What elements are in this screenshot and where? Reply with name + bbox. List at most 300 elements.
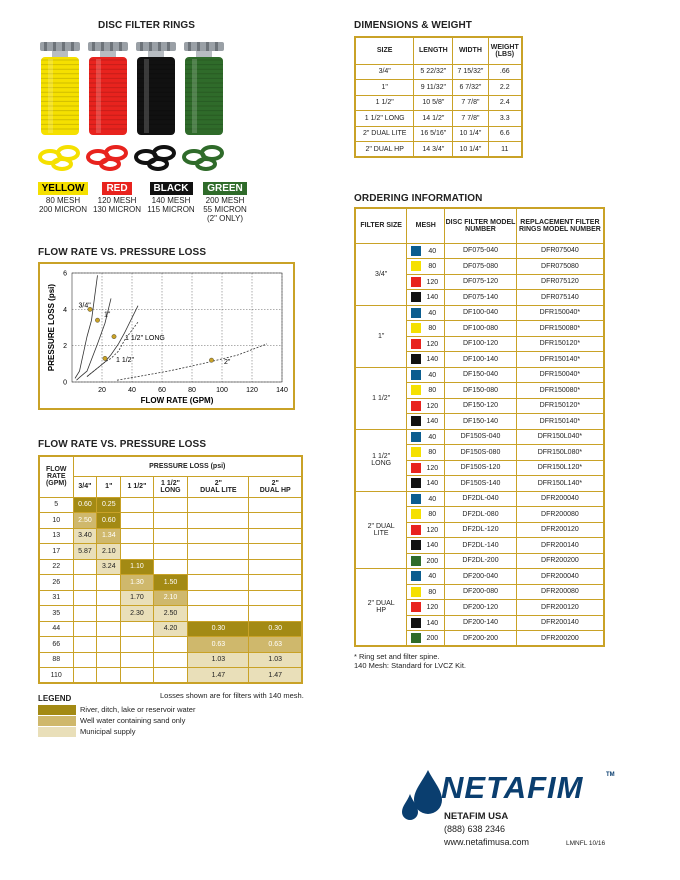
- mesh-color-swatch: [411, 354, 421, 364]
- disc-filter-model-cell: DF075-120: [445, 274, 517, 290]
- mesh-value: 140: [426, 356, 439, 364]
- x-tick-label: 120: [246, 387, 258, 394]
- replacement-ring-model-cell: DFR200080: [516, 507, 604, 523]
- replacement-ring-model-cell: DFR075080: [516, 259, 604, 275]
- dimensions-column-header: SIZE: [355, 37, 414, 64]
- dimensions-cell: 7 15/32": [453, 64, 488, 80]
- mesh-value: 120: [426, 278, 439, 286]
- pressure-loss-cell: [97, 606, 121, 622]
- mesh-color-swatch: [411, 540, 421, 550]
- dimensions-cell: 1 1/2": [355, 95, 414, 111]
- replacement-ring-model-cell: DFR150120*: [516, 398, 604, 414]
- pressure-loss-cell: [97, 590, 121, 606]
- pressure-loss-cell: 3.40: [73, 528, 97, 544]
- dimensions-cell: 2.4: [488, 95, 522, 111]
- mesh-cell: [407, 615, 445, 631]
- mesh-cell: [407, 321, 445, 337]
- legend-swatch: [38, 705, 76, 715]
- table-row: [355, 429, 604, 445]
- mesh-cell: [407, 274, 445, 290]
- pressure-loss-cell: 0.63: [249, 637, 302, 653]
- series-label: 1 1/2": [116, 357, 135, 365]
- header-line: 3/4": [78, 483, 92, 490]
- header-line: RATE: [46, 473, 66, 481]
- disc-filter-model-cell: DF150-120: [445, 398, 517, 414]
- pressure-loss-cell: 4.20: [153, 621, 188, 637]
- header-line: DUAL HP: [259, 486, 291, 494]
- table-row: [39, 668, 302, 684]
- company-web[interactable]: www.netafimusa.com: [444, 837, 530, 847]
- flow-rate-cell: 10: [39, 513, 73, 529]
- disc-spec: 200 MICRON: [38, 205, 87, 214]
- replacement-ring-model-cell: DFR150140*: [516, 352, 604, 368]
- y-tick-label: 0: [63, 379, 67, 387]
- flow-header-row: [39, 456, 302, 476]
- pressure-loss-cell: 1.03: [188, 652, 249, 668]
- pressure-loss-cell: [121, 668, 153, 684]
- mesh-cell: [407, 507, 445, 523]
- pressure-loss-cell: [188, 559, 249, 575]
- pressure-loss-cell: [153, 497, 188, 513]
- dimensions-cell: 5 22/32": [414, 64, 453, 80]
- table-row: [39, 621, 302, 637]
- legend-item: [38, 704, 195, 715]
- mesh-color-swatch: [411, 618, 421, 628]
- company-phone: (888) 638 2346: [444, 824, 506, 834]
- legend: [38, 704, 195, 737]
- mesh-color-swatch: [411, 478, 421, 488]
- pressure-loss-cell: [73, 668, 97, 684]
- pressure-loss-cell: [73, 637, 97, 653]
- disc-filter-model-cell: DF150S-080: [445, 445, 517, 461]
- pressure-loss-header: PRESSURE LOSS (psi): [73, 456, 302, 476]
- mesh-value: 40: [428, 309, 437, 317]
- legend-item: [38, 726, 195, 737]
- table-row: [355, 305, 604, 321]
- table-row: [39, 559, 302, 575]
- mesh-color-swatch: [411, 323, 421, 333]
- disc-spec: 120 MESH: [97, 196, 137, 205]
- ordering-title: ORDERING INFORMATION: [354, 193, 483, 204]
- pressure-loss-cell: 1.03: [249, 652, 302, 668]
- dimensions-title: DIMENSIONS & WEIGHT: [354, 20, 473, 31]
- mesh-value: 40: [428, 495, 437, 503]
- ordering-wrap: [354, 207, 605, 647]
- pressure-loss-cell: [73, 590, 97, 606]
- dimensions-cell: 10 1/4": [453, 142, 488, 158]
- mesh-value: 80: [428, 325, 437, 333]
- replacement-ring-model-cell: DFR200040: [516, 569, 604, 585]
- disc-title: DISC FILTER RINGS: [98, 20, 196, 31]
- disc-filter-green: [184, 42, 224, 169]
- pressure-loss-cell: 0.60: [73, 497, 97, 513]
- x-tick-label: 20: [98, 387, 106, 394]
- replacement-ring-model-cell: DFR150080*: [516, 321, 604, 337]
- mesh-value: 140: [426, 294, 439, 302]
- disc-filter-black: [136, 42, 176, 169]
- dimensions-cell: 10 5/8": [414, 95, 453, 111]
- disc-filter-model-cell: DF150-040: [445, 367, 517, 383]
- flow-rate-cell: 44: [39, 621, 73, 637]
- color-badge: RED: [102, 182, 131, 195]
- mesh-cell: [407, 367, 445, 383]
- flow-table-title: FLOW RATE VS. PRESSURE LOSS: [38, 439, 207, 450]
- mesh-color-swatch: [411, 525, 421, 535]
- dimensions-cell: 9 11/32": [414, 80, 453, 96]
- mesh-cell: [407, 584, 445, 600]
- pressure-loss-cell: [249, 497, 302, 513]
- mesh-color-swatch: [411, 602, 421, 612]
- disc-filter-model-cell: DF100-040: [445, 305, 517, 321]
- color-badge: GREEN: [203, 182, 247, 195]
- dimensions-cell: 2" DUAL LITE: [355, 126, 414, 142]
- mesh-cell: [407, 600, 445, 616]
- pressure-loss-cell: [121, 497, 153, 513]
- disc-filter-model-cell: DF100-080: [445, 321, 517, 337]
- header-line: 1 1/2": [161, 479, 180, 487]
- y-tick-label: 2: [63, 343, 67, 351]
- flow-rate-cell: 5: [39, 497, 73, 513]
- mesh-color-swatch: [411, 556, 421, 566]
- mesh-color-swatch: [411, 432, 421, 442]
- pressure-loss-cell: [121, 513, 153, 529]
- replacement-ring-model-cell: DFR150120*: [516, 336, 604, 352]
- dimensions-cell: 10 1/4": [453, 126, 488, 142]
- table-row: [355, 111, 522, 127]
- dimensions-wrap: [354, 36, 523, 158]
- netafim-drops-icon: [400, 768, 444, 833]
- color-badge: YELLOW: [38, 182, 89, 195]
- pressure-loss-cell: 2.10: [153, 590, 188, 606]
- table-row: [39, 637, 302, 653]
- dimensions-column-header: WIDTH: [453, 37, 488, 64]
- pressure-loss-cell: 0.30: [188, 621, 249, 637]
- pressure-loss-cell: 0.60: [97, 513, 121, 529]
- pressure-loss-cell: [121, 652, 153, 668]
- disc-filter-model-cell: DF2DL-040: [445, 491, 517, 507]
- disc-caption-black: [144, 178, 198, 214]
- table-row: [355, 64, 522, 80]
- flow-rate-cell: 31: [39, 590, 73, 606]
- flow-rate-cell: 26: [39, 575, 73, 591]
- legend-item: [38, 715, 195, 726]
- pressure-loss-cell: 1.70: [121, 590, 153, 606]
- pressure-loss-cell: 1.30: [121, 575, 153, 591]
- table-row: [355, 126, 522, 142]
- pressure-loss-cell: [188, 497, 249, 513]
- pressure-loss-cell: [73, 559, 97, 575]
- pressure-loss-cell: [188, 575, 249, 591]
- pressure-loss-cell: [153, 513, 188, 529]
- dimensions-cell: 6.6: [488, 126, 522, 142]
- disc-filter-model-cell: DF100-120: [445, 336, 517, 352]
- header-line: DUAL LITE: [200, 486, 237, 494]
- mesh-cell: [407, 290, 445, 306]
- table-row: [39, 606, 302, 622]
- pressure-loss-cell: [249, 590, 302, 606]
- mesh-value: 80: [428, 387, 437, 395]
- filter-size-cell: 2" DUAL HP: [355, 569, 407, 647]
- filter-size-cell: 1 1/2" LONG: [355, 429, 407, 491]
- disc-caption-red: [90, 178, 144, 214]
- mesh-color-swatch: [411, 447, 421, 457]
- pressure-loss-cell: 1.34: [97, 528, 121, 544]
- mesh-color-swatch: [411, 494, 421, 504]
- pressure-loss-cell: [73, 575, 97, 591]
- disc-spec: 80 MESH: [45, 196, 81, 205]
- size-column-header: [153, 476, 188, 497]
- pressure-loss-cell: [153, 559, 188, 575]
- replacement-ring-model-cell: DFR200120: [516, 522, 604, 538]
- pressure-loss-cell: 5.87: [73, 544, 97, 560]
- series-label: 1": [104, 311, 111, 319]
- legend-label: Municipal supply: [80, 727, 136, 736]
- replacement-ring-model-cell: DFR150140*: [516, 414, 604, 430]
- disc-filter-red: [88, 42, 128, 169]
- size-column-header: [121, 476, 153, 497]
- disc-spec: 55 MICRON: [203, 205, 247, 214]
- table-row: [355, 142, 522, 158]
- dimensions-column-header: WEIGHT (LBS): [488, 37, 522, 64]
- pressure-loss-cell: 1.47: [249, 668, 302, 684]
- mesh-cell: [407, 429, 445, 445]
- mesh-cell: [407, 460, 445, 476]
- disc-filter-model-cell: DF150-080: [445, 383, 517, 399]
- pressure-loss-cell: [97, 668, 121, 684]
- mesh-color-swatch: [411, 463, 421, 473]
- table-row: [39, 513, 302, 529]
- series-label: 3/4": [78, 302, 91, 310]
- table-row: [355, 243, 604, 259]
- disc-spec: 140 MESH: [151, 196, 191, 205]
- replacement-ring-model-cell: DFR075140: [516, 290, 604, 306]
- mesh-color-swatch: [411, 292, 421, 302]
- header-line: 1 1/2": [127, 483, 147, 490]
- disc-filter-model-cell: DF150S-140: [445, 476, 517, 492]
- size-column-header: [97, 476, 121, 497]
- pressure-loss-cell: [153, 528, 188, 544]
- mesh-color-swatch: [411, 633, 421, 643]
- pressure-loss-cell: [249, 528, 302, 544]
- disc-caption-yellow: [36, 178, 90, 214]
- disc-spec: 200 MESH: [205, 196, 245, 205]
- dimensions-cell: 7 7/8": [453, 111, 488, 127]
- header-line: 2": [214, 479, 222, 487]
- disc-filter-model-cell: DF2DL-200: [445, 553, 517, 569]
- pressure-loss-cell: [121, 544, 153, 560]
- disc-images: [38, 40, 248, 180]
- header-line: FLOW: [45, 466, 67, 474]
- ordering-column-header: DISC FILTER MODEL NUMBER: [445, 208, 517, 243]
- size-column-header: [249, 476, 302, 497]
- series-marker: [112, 334, 116, 338]
- mesh-value: 40: [428, 247, 437, 255]
- pressure-loss-cell: [188, 513, 249, 529]
- x-tick-label: 80: [188, 387, 196, 394]
- mesh-color-swatch: [411, 509, 421, 519]
- pressure-loss-cell: [153, 652, 188, 668]
- pressure-loss-cell: [121, 528, 153, 544]
- chart-frame: [38, 262, 295, 410]
- filter-size-cell: 3/4": [355, 243, 407, 305]
- mesh-value: 120: [426, 526, 439, 534]
- header-line: 2": [271, 479, 279, 487]
- flow-subheader-row: [39, 476, 302, 497]
- mesh-value: 120: [426, 604, 439, 612]
- mesh-color-swatch: [411, 416, 421, 426]
- dimensions-cell: 3/4": [355, 64, 414, 80]
- mesh-cell: [407, 538, 445, 554]
- trademark: TM: [606, 772, 615, 778]
- flow-rate-cell: 110: [39, 668, 73, 684]
- pressure-loss-cell: [188, 528, 249, 544]
- ordering-column-header: REPLACEMENT FILTER RINGS MODEL NUMBER: [516, 208, 604, 243]
- mesh-color-swatch: [411, 339, 421, 349]
- legend-label: River, ditch, lake or reservoir water: [80, 705, 196, 714]
- pressure-loss-cell: [97, 637, 121, 653]
- replacement-ring-model-cell: DFR150L080*: [516, 445, 604, 461]
- table-row: [39, 528, 302, 544]
- ordering-header-row: [355, 208, 604, 243]
- replacement-ring-model-cell: DFR150L140*: [516, 476, 604, 492]
- chart-title: FLOW RATE VS. PRESSURE LOSS: [38, 247, 207, 258]
- mesh-color-swatch: [411, 308, 421, 318]
- series-marker: [95, 318, 99, 322]
- flow-rate-cell: 88: [39, 652, 73, 668]
- disc-filter-model-cell: DF200-080: [445, 584, 517, 600]
- dimensions-cell: 1 1/2" LONG: [355, 111, 414, 127]
- ordering-column-header: MESH: [407, 208, 445, 243]
- table-row: [39, 575, 302, 591]
- pressure-loss-cell: 0.63: [188, 637, 249, 653]
- disc-filter-yellow: [40, 42, 80, 169]
- filter-size-cell: 2" DUAL LITE: [355, 491, 407, 569]
- replacement-ring-model-cell: DFR075040: [516, 243, 604, 259]
- mesh-value: 120: [426, 402, 439, 410]
- flow-rate-cell: 13: [39, 528, 73, 544]
- header-line: (GPM): [45, 480, 67, 488]
- replacement-ring-model-cell: DFR150L120*: [516, 460, 604, 476]
- pressure-loss-cell: [153, 668, 188, 684]
- mesh-cell: [407, 383, 445, 399]
- disc-spec: 130 MICRON: [92, 205, 141, 214]
- flow-rate-cell: 66: [39, 637, 73, 653]
- mesh-cell: [407, 631, 445, 647]
- replacement-ring-model-cell: DFR075120: [516, 274, 604, 290]
- mesh-cell: [407, 398, 445, 414]
- dimensions-cell: 14 1/2": [414, 111, 453, 127]
- pressure-loss-cell: 2.50: [153, 606, 188, 622]
- dimensions-table: [354, 36, 523, 158]
- header-line: 1": [105, 483, 113, 490]
- mesh-cell: [407, 491, 445, 507]
- dimensions-cell: 2.2: [488, 80, 522, 96]
- mesh-cell: [407, 305, 445, 321]
- ordering-table: [354, 207, 605, 647]
- mesh-cell: [407, 336, 445, 352]
- x-tick-label: 140: [276, 387, 288, 394]
- table-row: [355, 491, 604, 507]
- mesh-cell: [407, 352, 445, 368]
- pressure-loss-cell: [73, 621, 97, 637]
- disc-filter-model-cell: DF100-140: [445, 352, 517, 368]
- pressure-loss-cell: [188, 544, 249, 560]
- y-axis-label: PRESSURE LOSS (psi): [47, 283, 56, 372]
- flow-rate-header: [39, 456, 73, 497]
- pressure-loss-cell: [249, 575, 302, 591]
- pressure-loss-cell: [97, 575, 121, 591]
- mesh-value: 200: [426, 557, 439, 565]
- table-row: [39, 497, 302, 513]
- pressure-loss-cell: [121, 621, 153, 637]
- pressure-loss-cell: [188, 606, 249, 622]
- disc-filter-model-cell: DF150-140: [445, 414, 517, 430]
- pressure-loss-cell: 1.10: [121, 559, 153, 575]
- mesh-cell: [407, 445, 445, 461]
- pressure-loss-cell: 1.47: [188, 668, 249, 684]
- dimensions-cell: 14 3/4": [414, 142, 453, 158]
- disc-filter-model-cell: DF150S-040: [445, 429, 517, 445]
- pressure-loss-cell: 3.24: [97, 559, 121, 575]
- series-marker: [103, 356, 107, 360]
- disc-spec: (2" ONLY): [206, 214, 244, 223]
- pressure-loss-cell: [249, 606, 302, 622]
- pressure-loss-cell: 2.10: [97, 544, 121, 560]
- pressure-loss-cell: 0.25: [97, 497, 121, 513]
- table-row: [355, 95, 522, 111]
- mesh-cell: [407, 553, 445, 569]
- dimensions-cell: 2" DUAL HP: [355, 142, 414, 158]
- x-tick-label: 100: [216, 387, 228, 394]
- dimensions-cell: 1": [355, 80, 414, 96]
- flow-table-note: Losses shown are for filters with 140 mesh.: [160, 691, 304, 700]
- filter-size-cell: 1": [355, 305, 407, 367]
- dimensions-cell: 7 7/8": [453, 95, 488, 111]
- company-name: NETAFIM USA: [444, 811, 509, 822]
- mesh-value: 200: [426, 634, 439, 642]
- dimensions-column-header: LENGTH: [414, 37, 453, 64]
- ordering-note-2: 140 Mesh: Standard for LVCZ Kit.: [354, 661, 466, 670]
- pressure-loss-cell: 2.50: [73, 513, 97, 529]
- mesh-cell: [407, 414, 445, 430]
- pressure-loss-cell: [73, 652, 97, 668]
- table-row: [39, 590, 302, 606]
- table-row: [355, 367, 604, 383]
- color-badge: BLACK: [150, 182, 193, 195]
- series-label: 1 1/2" LONG: [125, 335, 165, 343]
- mesh-color-swatch: [411, 370, 421, 380]
- mesh-value: 120: [426, 340, 439, 348]
- pressure-loss-cell: [249, 513, 302, 529]
- replacement-ring-model-cell: DFR150040*: [516, 305, 604, 321]
- dimensions-cell: 6 7/32": [453, 80, 488, 96]
- legend-title: LEGEND: [38, 694, 72, 703]
- dimensions-cell: 11: [488, 142, 522, 158]
- pressure-loss-cell: 1.50: [153, 575, 188, 591]
- mesh-cell: [407, 259, 445, 275]
- dimensions-cell: 3.3: [488, 111, 522, 127]
- mesh-cell: [407, 243, 445, 259]
- mesh-color-swatch: [411, 246, 421, 256]
- mesh-value: 120: [426, 464, 439, 472]
- mesh-cell: [407, 476, 445, 492]
- flow-chart: [40, 264, 293, 408]
- replacement-ring-model-cell: DFR150L040*: [516, 429, 604, 445]
- y-tick-label: 6: [63, 270, 67, 278]
- filter-size-cell: 1 1/2": [355, 367, 407, 429]
- mesh-color-swatch: [411, 587, 421, 597]
- mesh-value: 40: [428, 371, 437, 379]
